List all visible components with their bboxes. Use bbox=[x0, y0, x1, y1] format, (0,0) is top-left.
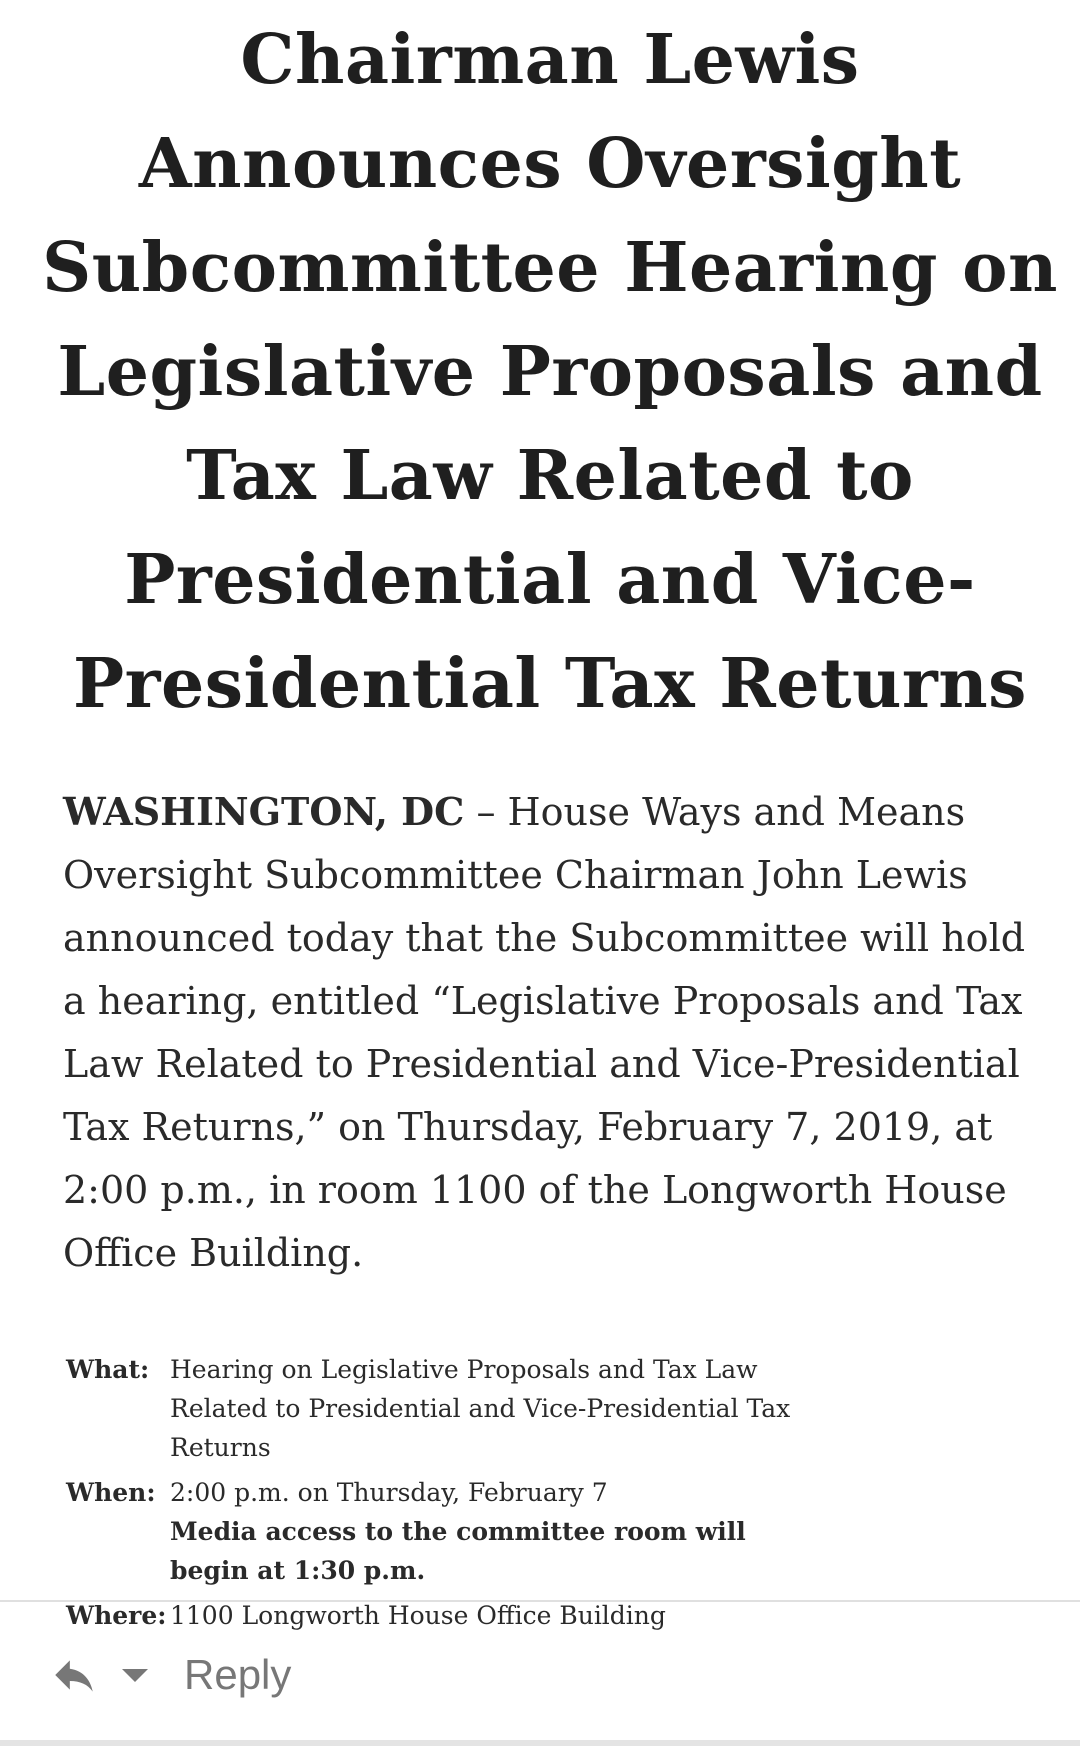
article-body bbox=[63, 780, 1040, 1285]
where-value: 1100 Longworth House Office Building bbox=[170, 1601, 666, 1630]
where-label: Where: bbox=[66, 1601, 167, 1630]
when-row bbox=[66, 1473, 820, 1590]
reply-bar bbox=[0, 1630, 1080, 1720]
what-row bbox=[66, 1350, 820, 1467]
reply-arrow-icon[interactable] bbox=[48, 1650, 100, 1700]
what-label: What: bbox=[66, 1355, 150, 1384]
divider bbox=[0, 1600, 1080, 1602]
when-value-group bbox=[170, 1473, 820, 1590]
when-label: When: bbox=[66, 1478, 156, 1507]
article-title: Chairman Lewis Announces Oversight Subcommittee Hearing on Legislative Proposals and Tax Law Related to Presidential and Vice-Presidential Tax Returns bbox=[42, 20, 1058, 724]
what-value: Hearing on Legislative Proposals and Tax Law Related to Presidential and Vice-Presidential Tax Returns bbox=[170, 1355, 791, 1462]
dateline: WASHINGTON, DC bbox=[63, 789, 465, 834]
when-value: 2:00 p.m. on Thursday, February 7 bbox=[170, 1478, 608, 1507]
body-text: – House Ways and Means Oversight Subcommittee Chairman John Lewis announced today that the Subcommittee will hold a hearing, entitled “Legislative Proposals and Tax Law Related to Presidential and Vice-Presidential Tax Returns,” on Thursday, February 7, 2019, at 2:00 p.m., in room 1100 of the Longworth House Office Building. bbox=[63, 790, 1026, 1275]
reply-button[interactable]: Reply bbox=[184, 1651, 292, 1698]
media-access-note: Media access to the committee room will begin at 1:30 p.m. bbox=[170, 1517, 746, 1585]
bottom-divider bbox=[0, 1740, 1080, 1746]
hearing-details bbox=[66, 1350, 820, 1641]
caret-down-icon[interactable] bbox=[122, 1669, 148, 1682]
